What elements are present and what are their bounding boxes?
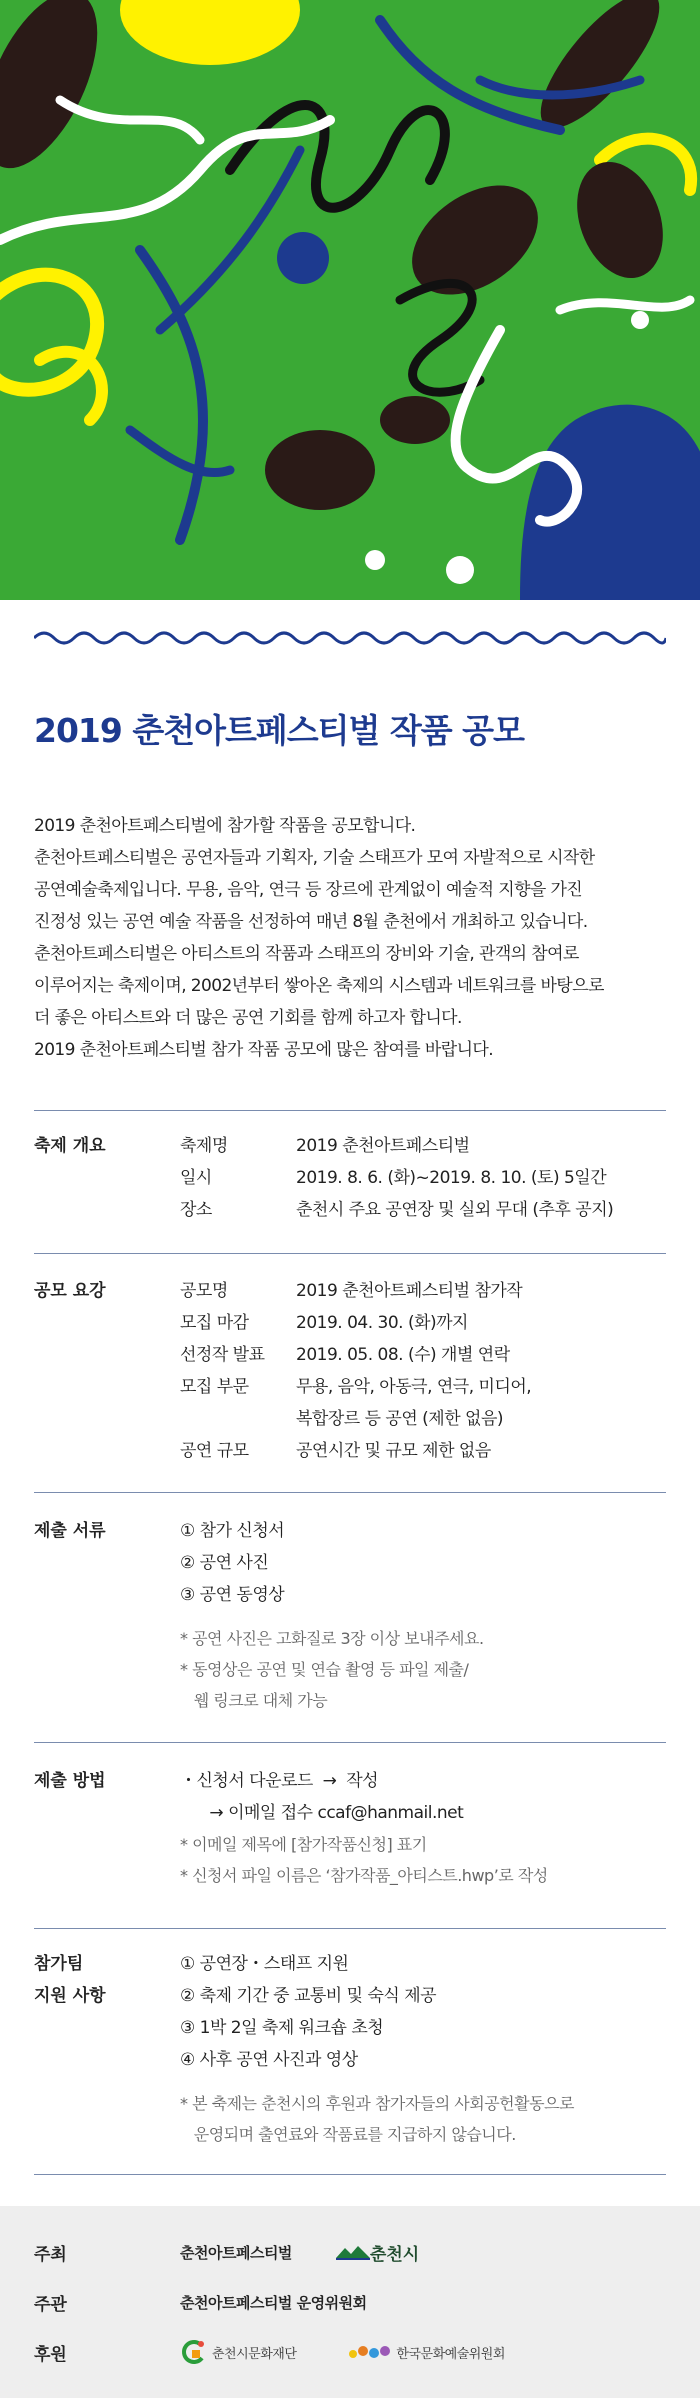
note-text: * 신청서 파일 이름은 ‘참가작품_아티스트.hwp’로 작성 bbox=[180, 1866, 548, 1885]
footer-value: 춘천아트페스티벌 bbox=[180, 2243, 292, 2262]
intro-line: 더 좋은 아티스트와 더 많은 공연 기회를 함께 하고자 합니다. bbox=[34, 1008, 462, 1028]
row-value: 2019. 05. 08. (수) 개별 연락 bbox=[296, 1345, 510, 1365]
mountain-icon bbox=[336, 2244, 370, 2260]
row-value: 공연시간 및 규모 제한 없음 bbox=[296, 1441, 491, 1461]
row-value: 춘천시 주요 공연장 및 실외 무대 (추후 공지) bbox=[296, 1200, 614, 1220]
intro-line: 2019 춘천아트페스티벌에 참가할 작품을 공모합니다. bbox=[34, 816, 416, 836]
row-value: 복합장르 등 공연 (제한 없음) bbox=[296, 1409, 504, 1429]
section-label bbox=[34, 1948, 106, 2012]
row-key: 선정작 발표 bbox=[180, 1345, 265, 1365]
list-item: ① 참가 신청서 bbox=[180, 1521, 285, 1541]
section-label-line: 지원 사항 bbox=[34, 1986, 106, 2006]
note-text: * 이메일 제목에 [참가작품신청] 표기 bbox=[180, 1835, 427, 1854]
section-divider bbox=[34, 2174, 666, 2175]
row-key: 일시 bbox=[180, 1168, 212, 1188]
wave-divider bbox=[34, 628, 666, 648]
list-item: ① 공연장・스태프 지원 bbox=[180, 1954, 349, 1974]
arts-council-logo bbox=[348, 2342, 505, 2362]
footer-value: 춘천아트페스티벌 운영위원회 bbox=[180, 2293, 367, 2312]
info-row bbox=[180, 1371, 531, 1403]
row-value: 2019 춘천아트페스티벌 참가작 bbox=[296, 1281, 523, 1301]
hero-illustration bbox=[0, 0, 700, 600]
footer-label: 주관 bbox=[34, 2294, 67, 2315]
email-link[interactable]: → 이메일 접수 ccaf@hanmail.net bbox=[180, 1803, 464, 1823]
note-text: * 공연 사진은 고화질로 3장 이상 보내주세요. bbox=[180, 1629, 484, 1648]
sponsor-name: 한국문화예술위원회 bbox=[396, 2346, 505, 2362]
list-item: ④ 사후 공연 사진과 영상 bbox=[180, 2050, 358, 2070]
row-key: 축제명 bbox=[180, 1136, 228, 1156]
intro-line: 진정성 있는 공연 예술 작품을 선정하여 매년 8월 춘천에서 개최하고 있습니다. bbox=[34, 912, 588, 932]
arts-council-dots-icon bbox=[348, 2342, 392, 2362]
list-item: ② 공연 사진 bbox=[180, 1553, 269, 1573]
row-value: 무용, 음악, 아동극, 연극, 미디어, bbox=[296, 1377, 532, 1397]
section-divider bbox=[34, 1110, 666, 1111]
row-key bbox=[180, 1403, 296, 1435]
info-row bbox=[180, 1194, 613, 1226]
logo-text: 춘천시 bbox=[369, 2244, 420, 2265]
intro-paragraph bbox=[34, 810, 674, 1066]
info-row bbox=[180, 1130, 613, 1162]
footer-label: 주최 bbox=[34, 2244, 67, 2265]
row-value: 2019 춘천아트페스티벌 bbox=[296, 1136, 470, 1156]
intro-line: 춘천아트페스티벌은 공연자들과 기획자, 기술 스태프가 모여 자발적으로 시작한 bbox=[34, 848, 595, 868]
foundation-mark-icon bbox=[180, 2338, 208, 2366]
intro-line: 이루어지는 축제이며, 2002년부터 쌓아온 축제의 시스템과 네트워크를 바탕으로 bbox=[34, 976, 604, 996]
section-label: 제출 서류 bbox=[34, 1521, 106, 1541]
note-text: 웹 링크로 대체 가능 bbox=[180, 1691, 328, 1710]
row-value: 2019. 8. 6. (화)~2019. 8. 10. (토) 5일간 bbox=[296, 1168, 607, 1188]
note-text: * 동영상은 공연 및 연습 촬영 등 파일 제출/ bbox=[180, 1660, 469, 1679]
section-divider bbox=[34, 1492, 666, 1493]
abstract-pattern-art bbox=[0, 0, 700, 600]
sponsor-name: 춘천시문화재단 bbox=[212, 2346, 297, 2362]
chuncheon-city-logo bbox=[336, 2240, 419, 2265]
list-item: ② 축제 기간 중 교통비 및 숙식 제공 bbox=[180, 1986, 437, 2006]
info-row bbox=[180, 1307, 531, 1339]
note-text: * 본 축제는 춘천시의 후원과 참가자들의 사회공헌활동으로 bbox=[180, 2094, 574, 2113]
section-divider bbox=[34, 1742, 666, 1743]
footer-sponsor-row bbox=[34, 2332, 505, 2372]
section-label: 제출 방법 bbox=[34, 1771, 106, 1791]
footer-organizer-row bbox=[34, 2282, 367, 2322]
section-label: 축제 개요 bbox=[34, 1136, 106, 1156]
row-key: 장소 bbox=[180, 1200, 212, 1220]
info-row bbox=[180, 1435, 531, 1467]
info-row bbox=[180, 1162, 613, 1194]
list-item: ③ 공연 동영상 bbox=[180, 1585, 285, 1605]
cultural-foundation-logo bbox=[180, 2338, 296, 2366]
row-value: 2019. 04. 30. (화)까지 bbox=[296, 1313, 468, 1333]
list-item: ③ 1박 2일 축제 워크숍 초청 bbox=[180, 2018, 384, 2038]
intro-line: 춘천아트페스티벌은 아티스트의 작품과 스태프의 장비와 기술, 관객의 참여로 bbox=[34, 944, 579, 964]
note-text: 운영되며 출연료와 작품료를 지급하지 않습니다. bbox=[180, 2125, 516, 2144]
footer-label: 후원 bbox=[34, 2344, 67, 2365]
intro-line: 2019 춘천아트페스티벌 참가 작품 공모에 많은 참여를 바랍니다. bbox=[34, 1040, 494, 1060]
section-label: 공모 요강 bbox=[34, 1281, 106, 1301]
page-title: 2019 춘천아트페스티벌 작품 공모 bbox=[34, 711, 524, 750]
row-key: 모집 마감 bbox=[180, 1313, 249, 1333]
info-row bbox=[180, 1275, 531, 1307]
row-key: 공모명 bbox=[180, 1281, 228, 1301]
list-item: ・신청서 다운로드 → 작성 bbox=[180, 1771, 379, 1791]
section-divider bbox=[34, 1928, 666, 1929]
footer-host-row bbox=[34, 2232, 419, 2272]
info-row bbox=[180, 1403, 531, 1435]
section-divider bbox=[34, 1253, 666, 1254]
section-label-line: 참가팀 bbox=[34, 1954, 84, 1974]
intro-line: 공연예술축제입니다. 무용, 음악, 연극 등 장르에 관계없이 예술적 지향을 가진 bbox=[34, 880, 583, 900]
row-key: 모집 부문 bbox=[180, 1377, 249, 1397]
row-key: 공연 규모 bbox=[180, 1441, 249, 1461]
footer bbox=[0, 2206, 700, 2398]
info-row bbox=[180, 1339, 531, 1371]
